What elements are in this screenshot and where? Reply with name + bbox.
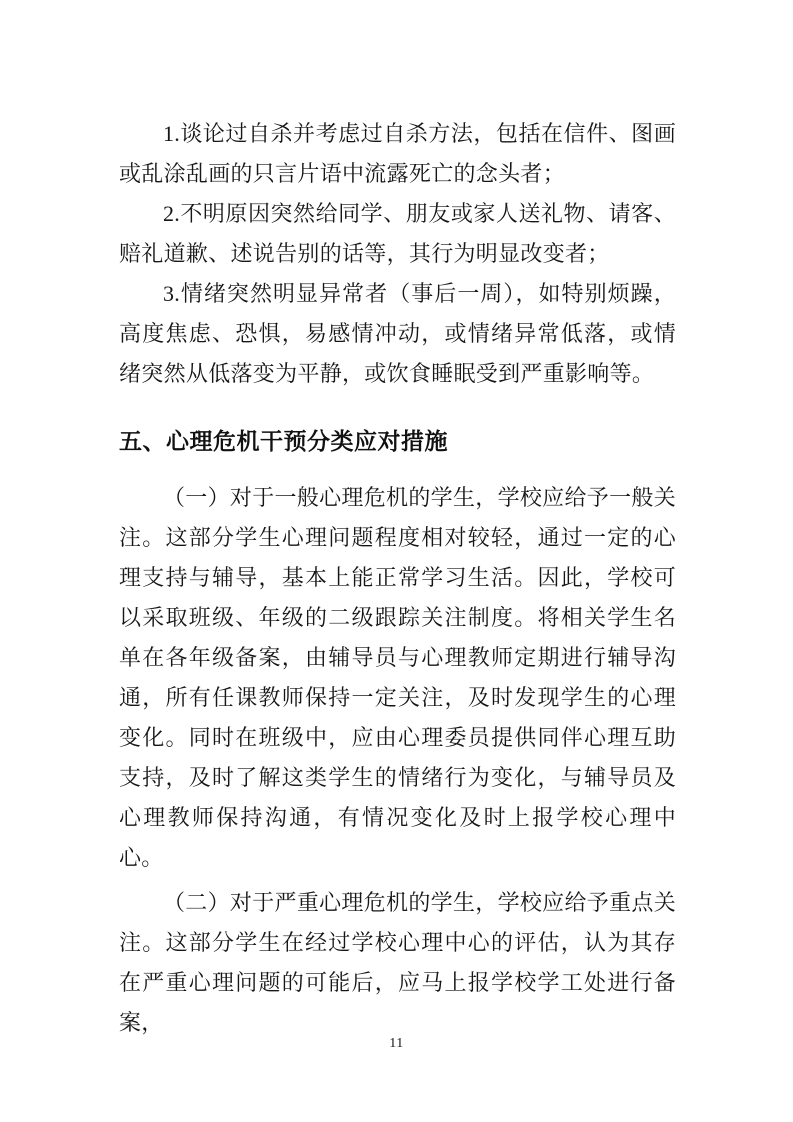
- paragraph-severe-crisis: （二）对于严重心理危机的学生，学校应给予重点关注。这部分学生在经过学校心理中心的评估，认为其存在严重心理问题的可能后，应马上报学校学工处进行备案，: [119, 890, 676, 1035]
- paragraph-general-crisis: （一）对于一般心理危机的学生，学校应给予一般关注。这部分学生心理问题程度相对较轻，通过一定的心理支持与辅导，基本上能正常学习生活。因此，学校可以采取班级、年级的二级跟踪关注制度。将相关学生名单在各年级备案，由辅导员与心理教师定期进行辅导沟通，所有任课教师保持一定关注，及时发现学生的心理变化。同时在班级中，应由心理委员提供同伴心理互助支持，及时了解这类学生的情绪行为变化，与辅导员及心理教师保持沟通，有情况变化及时上报学校心理中心。: [119, 485, 676, 870]
- page-content: [119, 114, 676, 1043]
- section-heading: 五、心理危机干预分类应对措施: [119, 428, 448, 454]
- numbered-item-1: 1.谈论过自杀并考虑过自杀方法，包括在信件、图画或乱涂乱画的只言片语中流露死亡的念头者；: [119, 121, 676, 186]
- section-body: [119, 478, 676, 1043]
- numbered-item-3: 3.情绪突然明显异常者（事后一周），如特别烦躁，高度焦虑、恐惧，易感情冲动，或情绪异常低落，或情绪突然从低落变为平静，或饮食睡眠受到严重影响等。: [119, 281, 676, 386]
- page-number: 11: [389, 1036, 404, 1051]
- numbered-item-2: 2.不明原因突然给同学、朋友或家人送礼物、请客、赔礼道歉、述说告别的话等，其行为明显改变者；: [119, 201, 676, 266]
